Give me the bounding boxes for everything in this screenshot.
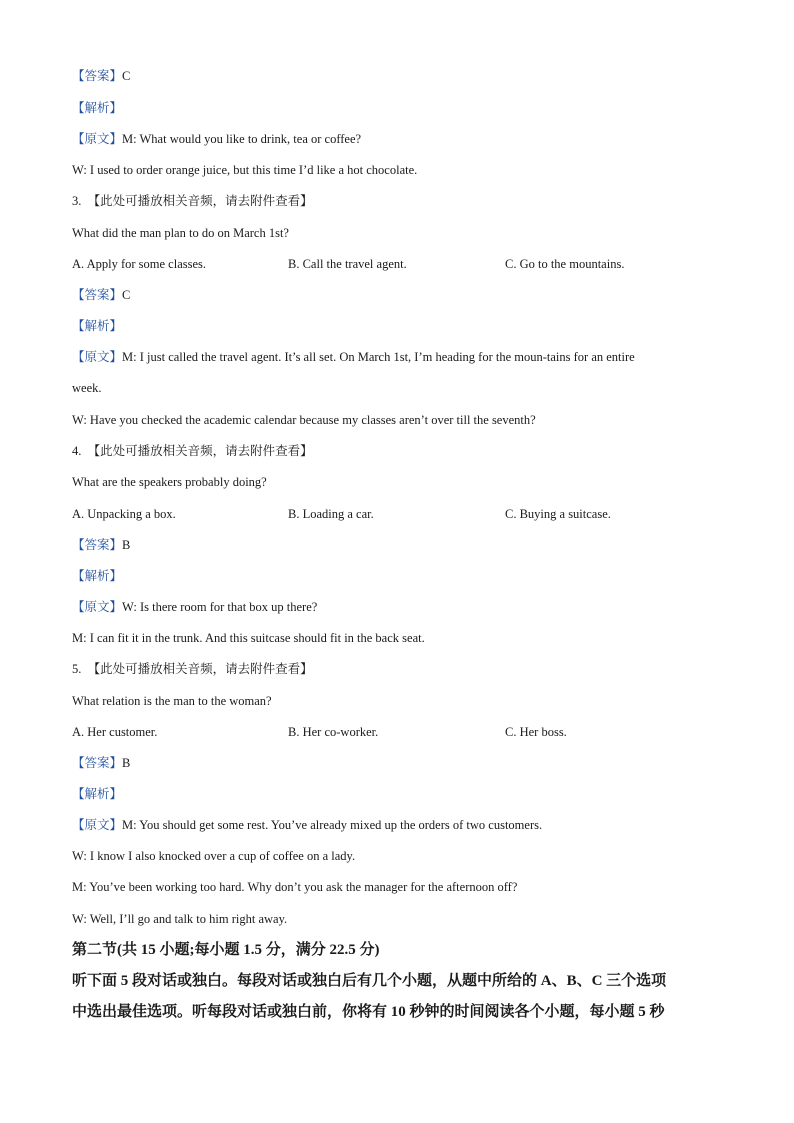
- answer-tag: 【答案】: [72, 756, 123, 770]
- answer-tag: 【答案】: [72, 288, 123, 302]
- section-instruction: 听下面 5 段对话或独白。每段对话或独白后有几个小题，从题中所给的 A、B、C 三个选项: [72, 973, 667, 989]
- analysis-line: [72, 318, 122, 334]
- audio-notice: 【此处可播放相关音频，请去附件查看】: [87, 662, 313, 676]
- question-number: 4.: [72, 444, 82, 458]
- answer-line: [72, 287, 130, 303]
- answer-line: [72, 537, 130, 553]
- question-audio-line: [72, 661, 313, 677]
- option-c: C. Buying a suitcase.: [505, 507, 611, 521]
- answer-value: C: [122, 288, 131, 302]
- option-a: A. Her customer.: [72, 725, 158, 739]
- answer-line: [72, 68, 130, 84]
- transcript-line: M: I can fit it in the trunk. And this suitcase should fit in the back seat.: [72, 631, 425, 645]
- question-text: What did the man plan to do on March 1st?: [72, 226, 289, 240]
- section-heading: 第二节(共 15 小题;每小题 1.5 分，满分 22.5 分): [72, 942, 380, 958]
- analysis-line: [72, 786, 122, 802]
- question-text: What are the speakers probably doing?: [72, 475, 267, 489]
- transcript-text: M: What would you like to drink, tea or coffee?: [122, 132, 362, 146]
- original-line: [72, 817, 542, 833]
- analysis-tag: 【解析】: [72, 101, 123, 115]
- answer-value: C: [122, 69, 131, 83]
- original-line: [72, 349, 722, 365]
- answer-value: B: [122, 756, 131, 770]
- transcript-text: M: You should get some rest. You’ve already mixed up the orders of two customers.: [122, 818, 543, 832]
- original-tag: 【原文】: [72, 350, 123, 364]
- original-tag: 【原文】: [72, 132, 123, 146]
- question-number: 5.: [72, 662, 82, 676]
- section-instruction: 中选出最佳选项。听每段对话或独白前，你将有 10 秒钟的时间阅读各个小题，每小题 5 秒: [72, 1004, 665, 1020]
- transcript-line: W: Have you checked the academic calendar because my classes aren’t over till the seventh?: [72, 413, 536, 427]
- transcript-text: M: I just called the travel agent. It’s all set. On March 1st, I’m heading for the moun-tains for an entire: [122, 350, 635, 364]
- answer-tag: 【答案】: [72, 69, 123, 83]
- analysis-line: [72, 568, 122, 584]
- option-c: C. Go to the mountains.: [505, 257, 625, 271]
- question-audio-line: [72, 193, 313, 209]
- transcript-line: W: I used to order orange juice, but this time I’d like a hot chocolate.: [72, 163, 418, 177]
- original-tag: 【原文】: [72, 600, 123, 614]
- question-text: What relation is the man to the woman?: [72, 694, 272, 708]
- original-tag: 【原文】: [72, 818, 123, 832]
- answer-tag: 【答案】: [72, 538, 123, 552]
- option-b: B. Call the travel agent.: [288, 257, 407, 271]
- analysis-tag: 【解析】: [72, 787, 123, 801]
- transcript-line: W: Well, I’ll go and talk to him right away.: [72, 912, 288, 926]
- analysis-tag: 【解析】: [72, 319, 123, 333]
- audio-notice: 【此处可播放相关音频，请去附件查看】: [87, 194, 313, 208]
- option-c: C. Her boss.: [505, 725, 567, 739]
- transcript-line: W: I know I also knocked over a cup of coffee on a lady.: [72, 849, 356, 863]
- question-audio-line: [72, 443, 313, 459]
- transcript-line: week.: [72, 381, 102, 395]
- answer-value: B: [122, 538, 131, 552]
- question-number: 3.: [72, 194, 82, 208]
- answer-line: [72, 755, 130, 771]
- option-b: B. Loading a car.: [288, 507, 374, 521]
- option-b: B. Her co-worker.: [288, 725, 379, 739]
- transcript-line: M: You’ve been working too hard. Why don’t you ask the manager for the afternoon off?: [72, 880, 518, 894]
- original-line: [72, 131, 361, 147]
- analysis-line: [72, 100, 122, 116]
- option-a: A. Apply for some classes.: [72, 257, 207, 271]
- audio-notice: 【此处可播放相关音频，请去附件查看】: [87, 444, 313, 458]
- transcript-text: W: Is there room for that box up there?: [122, 600, 318, 614]
- analysis-tag: 【解析】: [72, 569, 123, 583]
- original-line: [72, 599, 317, 615]
- option-a: A. Unpacking a box.: [72, 507, 176, 521]
